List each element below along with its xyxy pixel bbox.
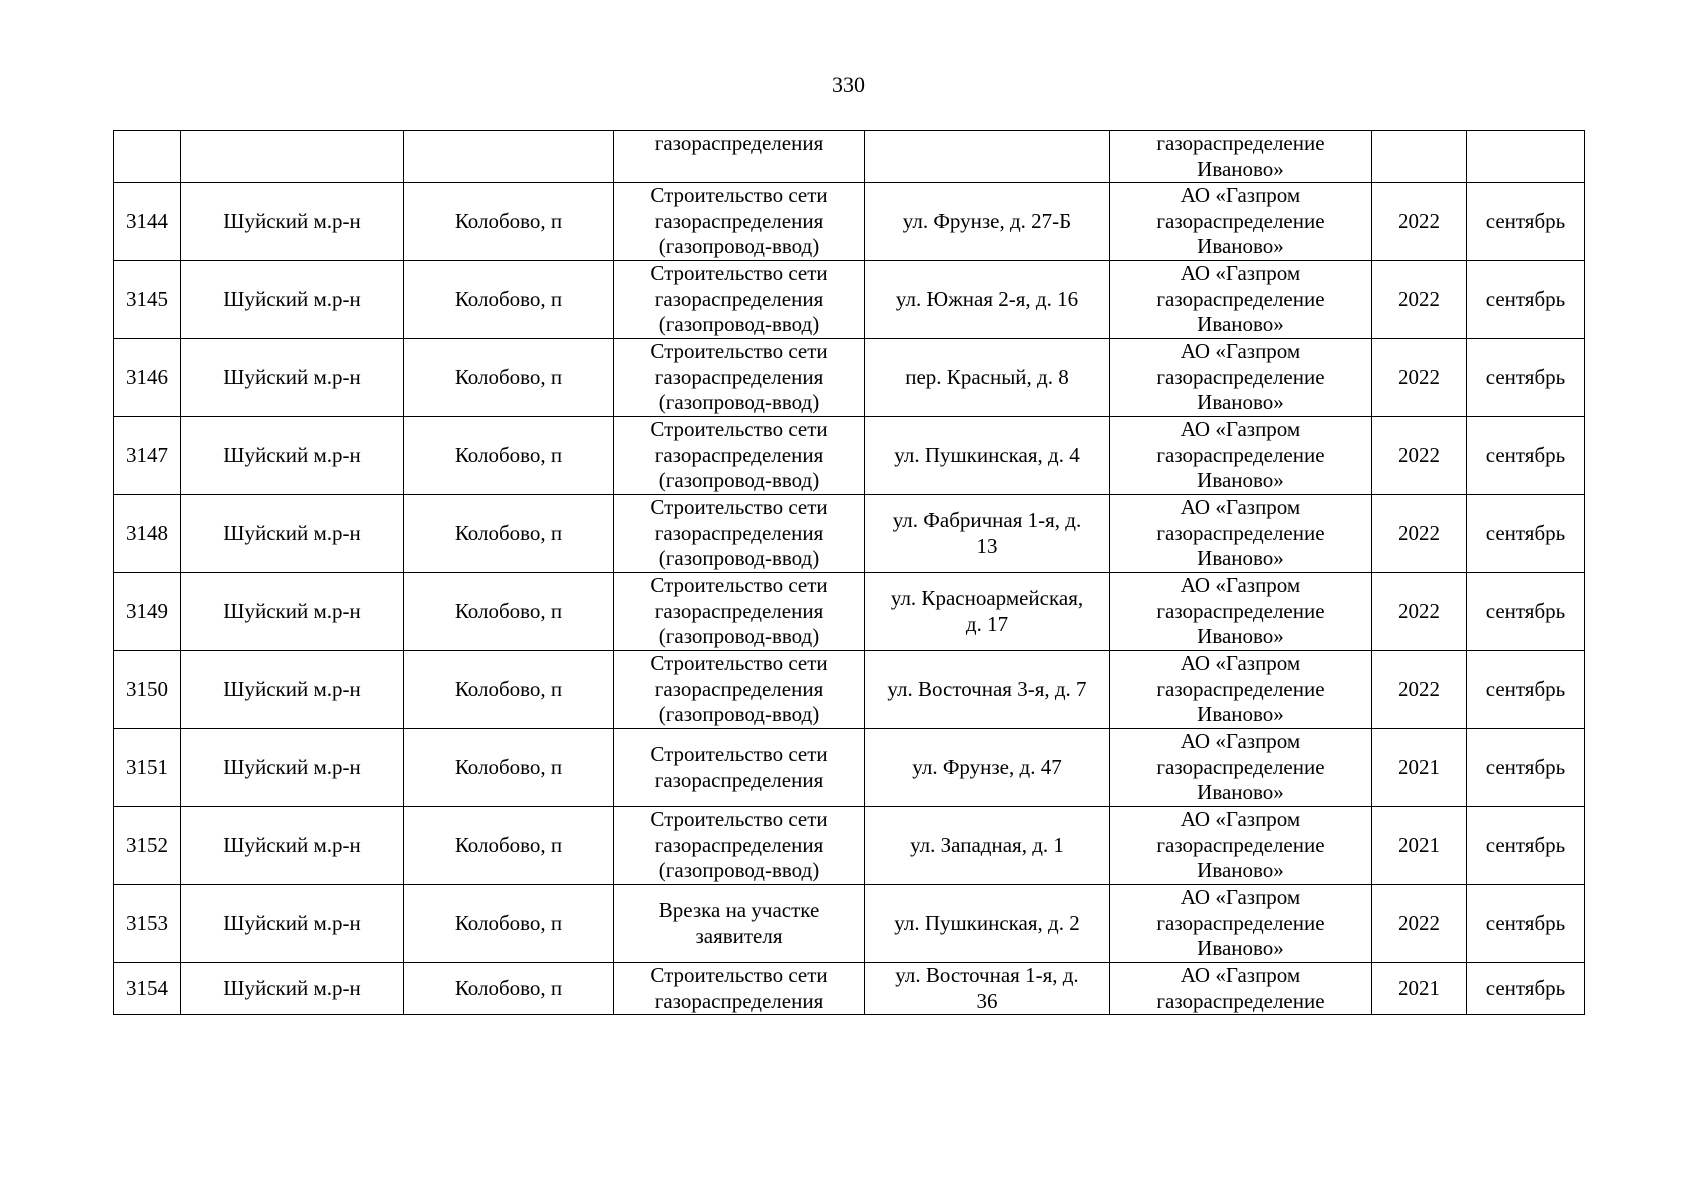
cell-district	[181, 131, 404, 183]
cell-num: 3147	[114, 417, 181, 495]
cell-locality: Колобово, п	[404, 573, 614, 651]
table-row	[114, 573, 1585, 651]
cell-work: Строительство сети газораспределения (газопровод-ввод)	[614, 417, 865, 495]
cell-work: газораспределения	[614, 131, 865, 183]
table-row	[114, 339, 1585, 417]
cell-org: АО «Газпром газораспределение Иваново»	[1110, 885, 1372, 963]
cell-org: АО «Газпром газораспределение Иваново»	[1110, 573, 1372, 651]
cell-locality: Колобово, п	[404, 417, 614, 495]
table-row	[114, 729, 1585, 807]
cell-work: Строительство сети газораспределения (газопровод-ввод)	[614, 261, 865, 339]
table-row	[114, 183, 1585, 261]
cell-year: 2022	[1372, 651, 1467, 729]
table-row-cut-off	[114, 963, 1585, 1015]
cell-work: Строительство сети газораспределения (газопровод-ввод)	[614, 807, 865, 885]
cell-district: Шуйский м.р-н	[181, 651, 404, 729]
cell-month: сентябрь	[1467, 573, 1585, 651]
cell-address: ул. Западная, д. 1	[865, 807, 1110, 885]
cell-locality: Колобово, п	[404, 261, 614, 339]
cell-work: Строительство сети газораспределения (газопровод-ввод)	[614, 573, 865, 651]
cell-month: сентябрь	[1467, 261, 1585, 339]
cell-address: ул. Фрунзе, д. 27-Б	[865, 183, 1110, 261]
cell-month: сентябрь	[1467, 729, 1585, 807]
cell-year: 2022	[1372, 885, 1467, 963]
cell-month	[1467, 131, 1585, 183]
table-row	[114, 495, 1585, 573]
cell-address: ул. Восточная 3-я, д. 7	[865, 651, 1110, 729]
cell-district: Шуйский м.р-н	[181, 339, 404, 417]
cell-locality: Колобово, п	[404, 183, 614, 261]
cell-locality: Колобово, п	[404, 339, 614, 417]
cell-address: пер. Красный, д. 8	[865, 339, 1110, 417]
gas-network-table	[113, 130, 1585, 1015]
cell-locality: Колобово, п	[404, 651, 614, 729]
cell-org: АО «Газпром газораспределение	[1110, 963, 1372, 1015]
cell-org: АО «Газпром газораспределение Иваново»	[1110, 417, 1372, 495]
table-row	[114, 261, 1585, 339]
cell-locality: Колобово, п	[404, 729, 614, 807]
cell-num: 3151	[114, 729, 181, 807]
cell-month: сентябрь	[1467, 807, 1585, 885]
cell-num: 3144	[114, 183, 181, 261]
cell-month: сентябрь	[1467, 651, 1585, 729]
cell-work: Врезка на участке заявителя	[614, 885, 865, 963]
table-row	[114, 651, 1585, 729]
cell-district: Шуйский м.р-н	[181, 963, 404, 1015]
cell-locality	[404, 131, 614, 183]
cell-district: Шуйский м.р-н	[181, 729, 404, 807]
cell-address: ул. Пушкинская, д. 2	[865, 885, 1110, 963]
cell-work: Строительство сети газораспределения (газопровод-ввод)	[614, 183, 865, 261]
cell-year: 2022	[1372, 183, 1467, 261]
table-body	[114, 131, 1585, 1015]
cell-address: ул. Красноармейская, д. 17	[865, 573, 1110, 651]
cell-month: сентябрь	[1467, 339, 1585, 417]
cell-district: Шуйский м.р-н	[181, 885, 404, 963]
cell-address: ул. Пушкинская, д. 4	[865, 417, 1110, 495]
cell-num: 3146	[114, 339, 181, 417]
cell-org: АО «Газпром газораспределение Иваново»	[1110, 651, 1372, 729]
cell-num: 3148	[114, 495, 181, 573]
cell-address: ул. Фрунзе, д. 47	[865, 729, 1110, 807]
cell-num: 3145	[114, 261, 181, 339]
cell-year	[1372, 131, 1467, 183]
cell-district: Шуйский м.р-н	[181, 495, 404, 573]
cell-org: АО «Газпром газораспределение Иваново»	[1110, 807, 1372, 885]
cell-district: Шуйский м.р-н	[181, 261, 404, 339]
cell-org: АО «Газпром газораспределение Иваново»	[1110, 183, 1372, 261]
cell-num: 3152	[114, 807, 181, 885]
cell-month: сентябрь	[1467, 963, 1585, 1015]
cell-year: 2022	[1372, 261, 1467, 339]
cell-num	[114, 131, 181, 183]
cell-district: Шуйский м.р-н	[181, 807, 404, 885]
cell-num: 3153	[114, 885, 181, 963]
cell-work: Строительство сети газораспределения	[614, 963, 865, 1015]
cell-year: 2022	[1372, 339, 1467, 417]
cell-address: ул. Восточная 1-я, д. 36	[865, 963, 1110, 1015]
cell-year: 2022	[1372, 573, 1467, 651]
cell-month: сентябрь	[1467, 885, 1585, 963]
cell-org: АО «Газпром газораспределение Иваново»	[1110, 495, 1372, 573]
cell-org: АО «Газпром газораспределение Иваново»	[1110, 261, 1372, 339]
cell-work: Строительство сети газораспределения (газопровод-ввод)	[614, 651, 865, 729]
cell-address: ул. Южная 2-я, д. 16	[865, 261, 1110, 339]
cell-org: АО «Газпром газораспределение Иваново»	[1110, 339, 1372, 417]
cell-work: Строительство сети газораспределения (газопровод-ввод)	[614, 495, 865, 573]
cell-year: 2022	[1372, 495, 1467, 573]
cell-month: сентябрь	[1467, 183, 1585, 261]
cell-year: 2022	[1372, 417, 1467, 495]
cell-month: сентябрь	[1467, 495, 1585, 573]
table-row	[114, 885, 1585, 963]
cell-locality: Колобово, п	[404, 963, 614, 1015]
cell-num: 3154	[114, 963, 181, 1015]
table-row	[114, 807, 1585, 885]
cell-work: Строительство сети газораспределения	[614, 729, 865, 807]
cell-locality: Колобово, п	[404, 495, 614, 573]
cell-year: 2021	[1372, 729, 1467, 807]
cell-num: 3149	[114, 573, 181, 651]
cell-address	[865, 131, 1110, 183]
cell-year: 2021	[1372, 963, 1467, 1015]
table-row	[114, 417, 1585, 495]
page-number: 330	[832, 72, 865, 97]
cell-month: сентябрь	[1467, 417, 1585, 495]
table-row-continued	[114, 131, 1585, 183]
cell-district: Шуйский м.р-н	[181, 417, 404, 495]
cell-org: газораспределение Иваново»	[1110, 131, 1372, 183]
cell-locality: Колобово, п	[404, 807, 614, 885]
cell-address: ул. Фабричная 1-я, д. 13	[865, 495, 1110, 573]
cell-year: 2021	[1372, 807, 1467, 885]
cell-district: Шуйский м.р-н	[181, 573, 404, 651]
cell-district: Шуйский м.р-н	[181, 183, 404, 261]
cell-org: АО «Газпром газораспределение Иваново»	[1110, 729, 1372, 807]
cell-num: 3150	[114, 651, 181, 729]
cell-locality: Колобово, п	[404, 885, 614, 963]
cell-work: Строительство сети газораспределения (газопровод-ввод)	[614, 339, 865, 417]
